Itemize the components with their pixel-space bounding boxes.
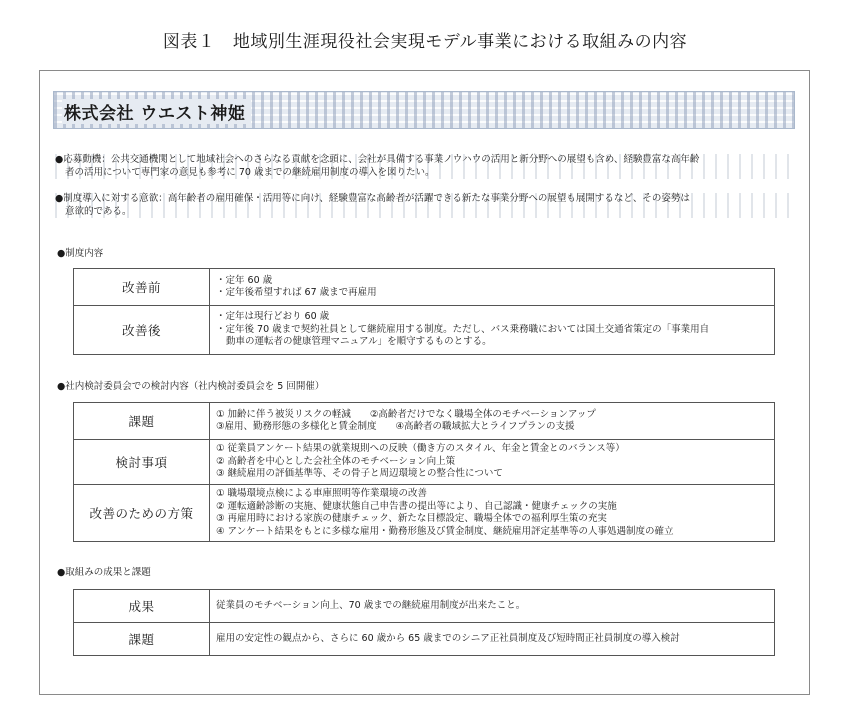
content-line: 従業員のモチベーション向上、70 歳までの継続雇用制度が出来たこと。 <box>216 599 526 611</box>
content-line: ③ 再雇用時における家族の健康チェック、新たな目標設定、職場全体での福利厚生策の充実 <box>216 513 607 524</box>
table-row <box>74 440 775 485</box>
committee-table <box>73 402 775 542</box>
row-label: 改善後 <box>74 306 210 355</box>
content-line: ・定年 60 歳 <box>216 274 273 286</box>
system-heading: ●制度内容 <box>57 248 104 259</box>
table-row <box>74 306 775 355</box>
company-banner <box>53 91 795 129</box>
content-line: ② 高齢者を中心とした会社全体のモチベーション向上策 <box>216 455 456 467</box>
row-content <box>210 440 775 485</box>
row-label: 課題 <box>74 623 210 656</box>
table-row <box>74 485 775 542</box>
content-line: ・定年後希望すれば 67 歳まで再雇用 <box>216 287 377 298</box>
row-content <box>210 306 775 355</box>
system-table <box>73 268 775 355</box>
table-row <box>74 269 775 306</box>
content-line: ③雇用、勤務形態の多様化と賃金制度 ④高齢者の職域拡大とライフプランの支援 <box>216 421 575 432</box>
row-content <box>210 623 775 656</box>
content-line: ・定年は現行どおり 60 歳 <box>216 311 330 323</box>
motivation-line-1: ●応募動機：公共交通機関として地域社会へのさらなる貢献を念頭に、会社が具備する事業ノウハウの活用と新分野への展望も含め、経験豊富な高年齢 <box>55 154 700 165</box>
row-content <box>210 403 775 440</box>
page-title: 図表１ 地域別生涯現役社会実現モデル事業における取組みの内容 <box>162 32 688 52</box>
content-line: 雇用の安定性の観点から、さらに 60 歳から 65 歳までのシニア正社員制度及び短時間正社員制度の導入検討 <box>216 632 680 644</box>
content-line: ③ 継続雇用の評価基準等、その骨子と周辺環境との整合性について <box>216 468 503 480</box>
enthusiasm-line-1: ●制度導入に対する意欲：高年齢者の雇用確保・活用等に向け、経験豊富な高齢者が活躍できる新たな事業分野への展望も展開するなど、その姿勢は <box>55 193 690 204</box>
table-row <box>74 403 775 440</box>
content-line: ・定年後 70 歳まで契約社員として継続雇用する制度。ただし、バス乗務職においては国土交通省策定の「事業用自 <box>216 323 710 335</box>
row-label: 改善前 <box>74 269 210 306</box>
committee-heading: ●社内検討委員会での検討内容（社内検討委員会を 5 回開催） <box>57 381 325 392</box>
motivation-paragraph <box>55 154 790 179</box>
content-line: ④ アンケート結果をもとに多様な雇用・勤務形態及び賃金制度、継続雇用評定基準等の人事処遇制度の確立 <box>216 525 674 537</box>
enthusiasm-line-2: 意欲的である。 <box>65 205 132 217</box>
company-name: 株式会社 ウエスト神姫 <box>62 99 251 124</box>
row-label: 検討事項 <box>74 440 210 485</box>
row-label: 課題 <box>74 403 210 440</box>
results-heading: ●取組みの成果と課題 <box>57 567 151 578</box>
enthusiasm-paragraph <box>55 193 790 218</box>
row-content <box>210 269 775 306</box>
table-row <box>74 590 775 623</box>
table-row <box>74 623 775 656</box>
results-table <box>73 589 775 656</box>
motivation-line-2: 者の活用について専門家の意見も参考に 70 歳までの継続雇用制度の導入を図りたい。 <box>65 166 435 178</box>
content-line: ① 加齢に伴う被災リスクの軽減 ②高齢者だけでなく職場全体のモチベーションアップ <box>216 408 596 420</box>
row-label: 改善のための方策 <box>74 485 210 542</box>
row-content <box>210 485 775 542</box>
content-line: ② 運転適齢診断の実施、健康状態自己申告書の提出等により、自己認識・健康チェックの実施 <box>216 500 617 512</box>
content-line: ① 従業員アンケート結果の就業規則への反映（働き方のスタイル、年金と賃金とのバランス等） <box>216 443 625 455</box>
content-line: 動車の運転者の健康管理マニュアル」を順守するものとする。 <box>226 336 492 348</box>
row-content <box>210 590 775 623</box>
row-label: 成果 <box>74 590 210 623</box>
content-line: ① 職場環境点検による車庫照明等作業環境の改善 <box>216 488 428 499</box>
